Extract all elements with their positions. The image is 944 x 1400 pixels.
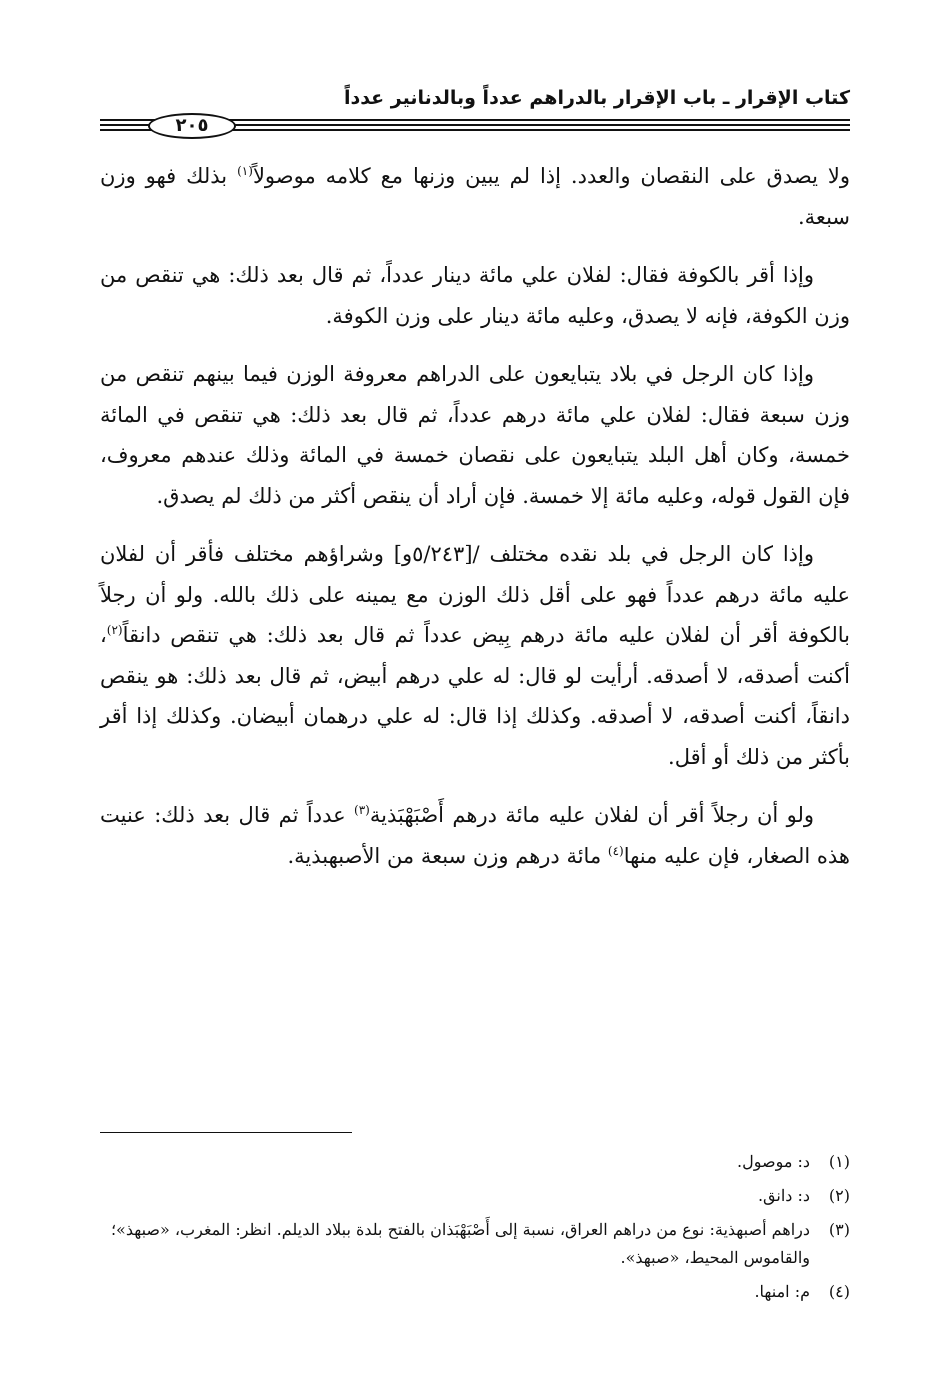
footnote-marker: (٣) <box>354 803 370 817</box>
footnote <box>100 1278 850 1306</box>
paragraph-text: بذلك فهو وزن سبعة. <box>100 164 850 229</box>
footnote-marker: (١) <box>237 164 253 178</box>
paragraph-text: ولو أن رجلاً أقر أن لفلان عليه مائة درهم أَصْبَهْبَذية <box>369 803 814 827</box>
footnote-text: م: امنها. <box>754 1282 810 1301</box>
paragraph-text: ، أكنت أصدقه، لا أصدقه. أرأيت لو قال: له علي درهم أبيض، ثم قال بعد ذلك: هو ينقص دانقاً، أكنت أصدقه، لا أصدقه. وكذلك إذا قال: له علي درهمان أبيضان. وكذلك إذا أقر بأكثر من ذلك أو أقل. <box>100 623 850 769</box>
paragraph <box>100 795 850 876</box>
footnote-number: (٣) <box>828 1220 850 1239</box>
footnote-number: (٢) <box>828 1186 850 1205</box>
main-text <box>100 156 850 894</box>
footnote <box>100 1182 850 1210</box>
document-page <box>100 70 850 1370</box>
paragraph-text: وإذا كان الرجل في بلاد يتبايعون على الدراهم معروفة الوزن فيما بينهم تنقص من وزن سبعة فقال: لفلان علي مائة درهم عدداً، ثم قال بعد ذلك: هي تنقص في المائة خمسة، وكان أهل البلد يتبايعون على نقصان خمسة في المائة وذلك عندهم معروف، فإن القول قوله، وعليه مائة إلا خمسة. فإن أراد أن ينقص أكثر من ذلك لم يصدق. <box>100 362 850 508</box>
paragraph <box>100 534 850 777</box>
footnote-text: د: موصول. <box>737 1152 810 1171</box>
footnote-number: (٤) <box>828 1282 850 1301</box>
paragraph <box>100 354 850 516</box>
header-rule <box>100 114 850 136</box>
footnote <box>100 1216 850 1272</box>
running-header <box>100 84 850 112</box>
footnote-separator <box>100 1132 352 1133</box>
paragraph <box>100 156 850 237</box>
footnote <box>100 1148 850 1176</box>
paragraph-text: مائة درهم وزن سبعة من الأصبهبذية. <box>287 843 608 868</box>
paragraph-text: وإذا كان الرجل في بلد نقده مختلف /[٥/٢٤٣و] وشراؤهم مختلف فأقر أن لفلان عليه مائة درهم عدداً فهو على أقل ذلك الوزن مع يمينه على ذلك بالله. ولو أن رجلاً بالكوفة أقر أن لفلان عليه مائة درهم بِيض عدداً ثم قال بعد ذلك: هي تنقص دانقاً <box>100 542 850 647</box>
paragraph-text: وإذا أقر بالكوفة فقال: لفلان علي مائة دينار عدداً، ثم قال بعد ذلك: هي تنقص من وزن الكوفة، فإنه لا يصدق، وعليه مائة دينار على وزن الكوفة. <box>100 263 850 328</box>
footnote-number: (١) <box>828 1152 850 1171</box>
footnote-marker: (٢) <box>106 623 123 637</box>
footnote-text: د: دانق. <box>757 1186 810 1205</box>
footnote-marker: (٤) <box>607 843 624 858</box>
page-number: ٢٠٥ <box>148 113 236 139</box>
paragraph <box>100 255 850 336</box>
paragraph-text: عدداً ثم قال بعد ذلك: عنيت هذه الصغار، فإن عليه منها <box>100 803 850 868</box>
header-title: كتاب الإقرار ـ باب الإقرار بالدراهم عدداً وبالدنانير عدداً <box>343 87 850 109</box>
footnote-text: دراهم أصبهذية: نوع من دراهم العراق، نسبة إلى أَصْبَهْبَذان بالفتح بلدة ببلاد الديلم. انظر: المغرب، «صبهذ»؛ والقاموس المحيط، «صبهذ». <box>110 1220 810 1267</box>
paragraph-text: ولا يصدق على النقصان والعدد. إذا لم يبين وزنها مع كلامه موصولاً <box>252 164 850 188</box>
footnotes <box>100 1148 850 1312</box>
